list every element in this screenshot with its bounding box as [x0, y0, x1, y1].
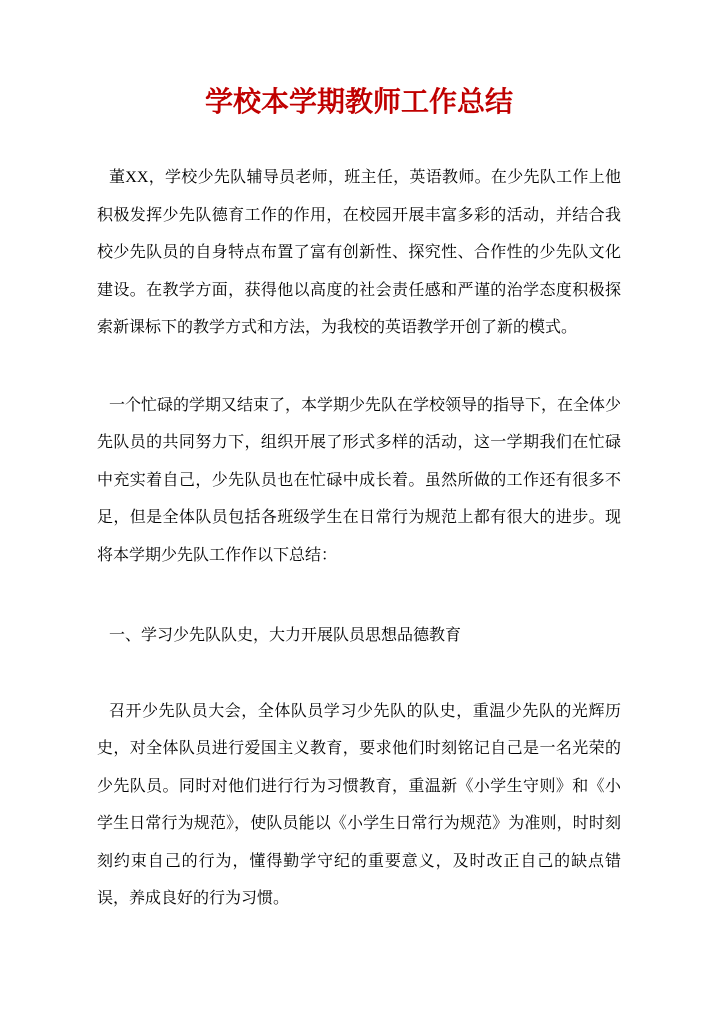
paragraph: 董XX，学校少先队辅导员老师，班主任，英语教师。在少先队工作上他积极发挥少先队德育工作的作用，在校园开展丰富多彩的活动，并结合我校少先队员的自身特点布置了富有创新性、探究性、合作性的少先队文化建设。在教学方面，获得他以高度的社会责任感和严谨的治学态度积极探索新课标下的教学方式和方法，为我校的英语教学开创了新的模式。 [97, 169, 621, 336]
paragraph: 召开少先队员大会，全体队员学习少先队的队史，重温少先队的光辉历史，对全体队员进行爱国主义教育，要求他们时刻铭记自己是一名光荣的少先队员。同时对他们进行行为习惯教育，重温新《小学生守则》和《小学生日常行为规范》，使队员能以《小学生日常行为规范》为准则，时时刻刻约束自己的行为，懂得勤学守纪的重要意义，及时改正自己的缺点错误，养成良好的行为习惯。 [97, 702, 621, 907]
section-heading: 一、学习少先队队史，大力开展队员思想品德教育 [109, 627, 462, 644]
paragraph: 一个忙碌的学期又结束了，本学期少先队在学校领导的指导下，在全体少先队员的共同努力下，组织开展了形式多样的活动，这一学期我们在忙碌中充实着自己，少先队员也在忙碌中成长着。虽然所做的工作还有很多不足，但是全体队员包括各班级学生在日常行为规范上都有很大的进步。现将本学期少先队工作作以下总结： [97, 396, 622, 564]
document-title: 学校本学期教师工作总结 [204, 87, 513, 118]
